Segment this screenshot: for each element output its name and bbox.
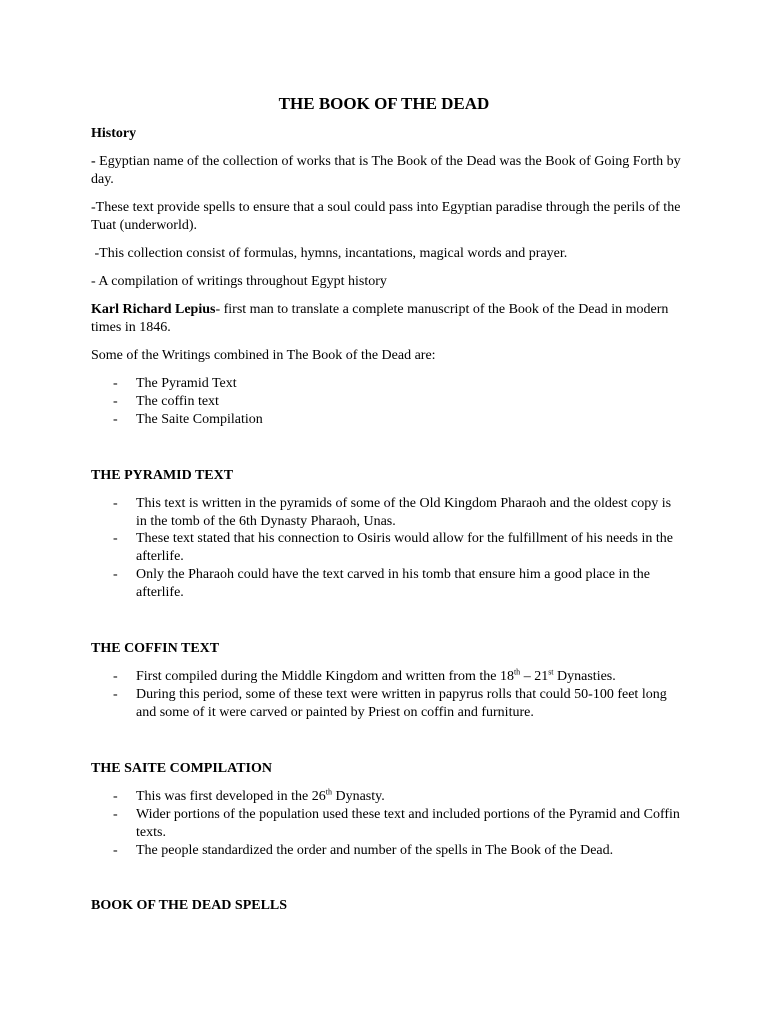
- list-item-text: Wider portions of the population used these text and included portions of the Pyramid and Coffin texts.: [136, 807, 680, 840]
- history-paragraph-4: - A compilation of writings throughout Egypt history: [91, 274, 387, 289]
- list-item-text: [136, 668, 681, 686]
- history-paragraph-1: [91, 153, 681, 189]
- list-dash: -: [113, 496, 118, 511]
- list-dash: -: [113, 669, 118, 684]
- list-dash: -: [113, 567, 118, 582]
- lepius-name: Karl Richard Lepius: [91, 302, 216, 317]
- list-dash: -: [113, 376, 118, 391]
- list-item-text: This text is written in the pyramids of some of the Old Kingdom Pharaoh and the oldest copy is in the tomb of the 6th Dynasty Pharaoh, Unas.: [136, 496, 672, 529]
- pyramid-heading: THE PYRAMID TEXT: [91, 468, 234, 483]
- coffin-heading: THE COFFIN TEXT: [91, 641, 220, 656]
- paragraph-text: Egyptian name of the collection of works that is The Book of the Dead was the Book of Going Forth by day.: [91, 154, 681, 187]
- document-title: THE BOOK OF THE DEAD: [278, 94, 490, 113]
- history-heading: History: [91, 126, 137, 141]
- list-dash: -: [113, 687, 118, 702]
- list-item-text: The Saite Compilation: [136, 412, 263, 427]
- lepius-paragraph: [91, 301, 681, 337]
- paragraph-dash: -: [91, 154, 96, 169]
- combined-intro: Some of the Writings combined in The Book of the Dead are:: [91, 348, 436, 363]
- list-item-text: Only the Pharaoh could have the text carved in his tomb that ensure him a good place in the afterlife.: [136, 567, 650, 600]
- list-item-text: These text stated that his connection to Osiris would allow for the fulfillment of his needs in the afterlife.: [136, 531, 673, 564]
- lepius-text: - first man to translate a complete manuscript of the Book of the Dead in modern times in 1846.: [91, 302, 669, 335]
- superscript: st: [548, 667, 554, 677]
- history-paragraph-2: -These text provide spells to ensure that a soul could pass into Egyptian paradise through the perils of the Tuat (underworld).: [91, 200, 681, 233]
- list-dash: -: [113, 394, 118, 409]
- saite-heading: THE SAITE COMPILATION: [91, 761, 272, 776]
- text-part: This was first developed in the 26: [136, 789, 326, 804]
- text-part: – 21: [520, 669, 549, 684]
- list-item-text: [136, 788, 681, 806]
- text-part: First compiled during the Middle Kingdom and written from the 18: [136, 669, 514, 684]
- superscript: th: [513, 667, 521, 677]
- superscript: th: [325, 787, 332, 797]
- list-dash: -: [113, 807, 118, 822]
- list-dash: -: [113, 412, 118, 427]
- list-dash: -: [113, 531, 118, 546]
- list-item-text: The Pyramid Text: [136, 376, 237, 391]
- list-dash: -: [113, 843, 118, 858]
- list-item-text: During this period, some of these text were written in papyrus rolls that could 50-100 feet long and some of it were carved or painted by Priest on coffin and furniture.: [136, 687, 667, 720]
- list-item-text: The coffin text: [136, 394, 219, 409]
- list-dash: -: [113, 789, 118, 804]
- list-item-text: The people standardized the order and number of the spells in The Book of the Dead.: [136, 843, 614, 858]
- text-part: Dynasties.: [553, 669, 616, 684]
- text-part: Dynasty.: [331, 789, 385, 804]
- history-paragraph-3: -This collection consist of formulas, hymns, incantations, magical words and prayer.: [91, 246, 568, 261]
- spells-heading: BOOK OF THE DEAD SPELLS: [91, 898, 288, 913]
